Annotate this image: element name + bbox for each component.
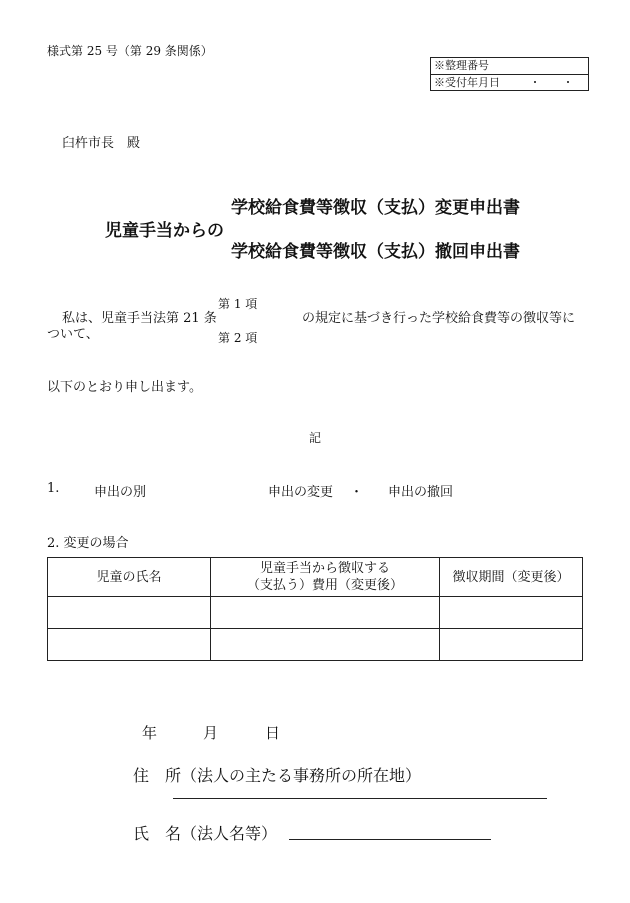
name-underline[interactable] [289, 839, 491, 840]
item1-label: 申出の別 [94, 485, 147, 500]
header-child-name: 児童の氏名 [48, 558, 211, 597]
header-fee [211, 558, 440, 597]
child-name-cell[interactable] [48, 597, 211, 629]
body-rest: の規定に基づき行った学校給食費等の徴収等に [302, 311, 576, 326]
period-cell[interactable] [440, 629, 583, 661]
clause-option-2: 第 2 項 [218, 331, 258, 345]
fee-cell[interactable] [211, 597, 440, 629]
form-number: 様式第 25 号（第 29 条関係） [47, 44, 213, 58]
addressee: 臼杵市長 殿 [62, 136, 141, 151]
receipt-date-field [431, 74, 588, 91]
date-day-label: 日 [265, 724, 281, 742]
child-name-cell[interactable] [48, 629, 211, 661]
item2-heading: 2. 変更の場合 [47, 536, 129, 551]
option-withdraw: 申出の撤回 [388, 485, 454, 500]
title-line-change: 学校給食費等徴収（支払）変更申出書 [231, 198, 520, 218]
receipt-date-dots: ・ ・ [529, 75, 574, 89]
period-cell[interactable] [440, 597, 583, 629]
body-closing: 以下のとおり申し出ます。 [47, 380, 202, 395]
fee-cell[interactable] [211, 629, 440, 661]
address-label: 住 所（法人の主たる事務所の所在地） [133, 766, 422, 785]
option-change: 申出の変更 [268, 485, 334, 500]
reference-box [430, 57, 589, 91]
title-line-withdraw: 学校給食費等徴収（支払）撤回申出書 [231, 242, 520, 262]
receipt-date-label: ※受付年月日 [434, 75, 500, 89]
title-prefix: 児童手当からの [105, 221, 224, 241]
address-underline[interactable] [173, 798, 547, 799]
option-separator: ・ [350, 485, 364, 500]
change-table [47, 557, 583, 661]
header-fee-line2: （支払う）費用（変更後） [246, 578, 403, 593]
ki-heading: 記 [309, 431, 322, 445]
date-year-label: 年 [142, 724, 158, 742]
item1-number: 1. [47, 481, 60, 496]
reference-number-field: ※整理番号 [434, 59, 489, 72]
date-month-label: 月 [203, 724, 219, 742]
table-row [48, 629, 583, 661]
table-header-row [48, 558, 583, 597]
header-period: 徴収期間（変更後） [440, 558, 583, 597]
body-lead: 私は、児童手当法第 21 条 [62, 311, 217, 326]
body-continuation: ついて、 [47, 327, 99, 342]
name-label: 氏 名（法人名等） [133, 824, 278, 843]
header-fee-line1: 児童手当から徴収する [259, 561, 390, 576]
clause-option-1: 第 1 項 [218, 297, 258, 311]
table-row [48, 597, 583, 629]
